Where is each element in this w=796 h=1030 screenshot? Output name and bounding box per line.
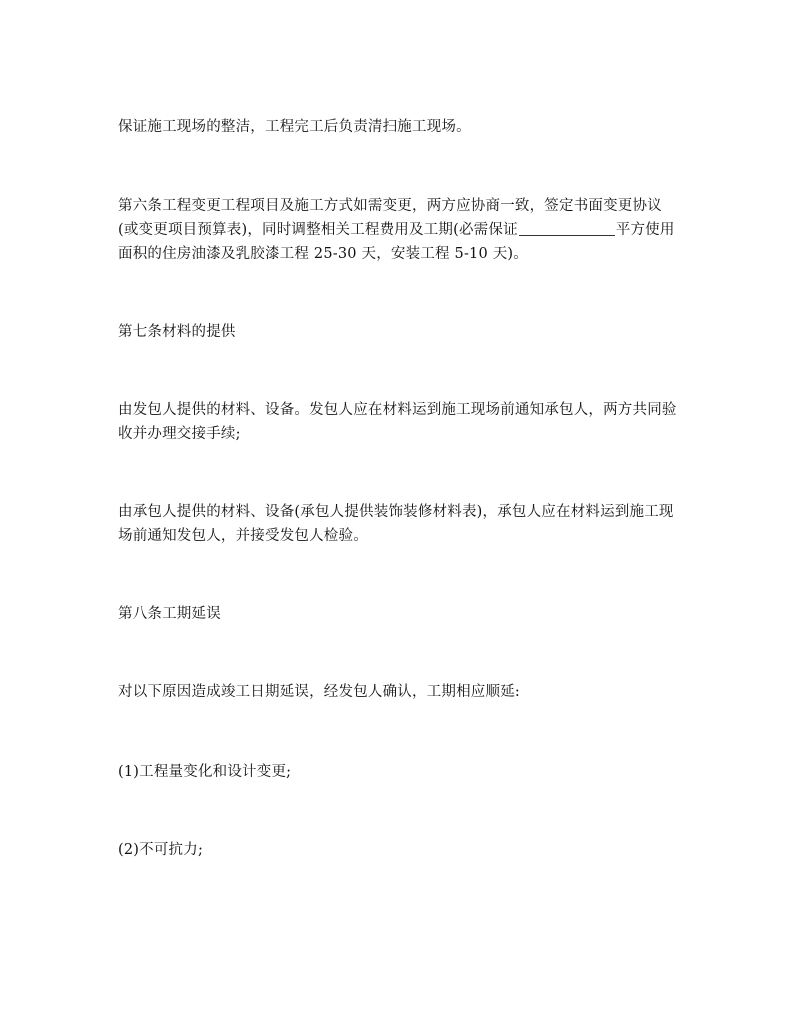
paragraph-text: 由承包人提供的材料、设备(承包人提供装饰装修材料表)，承包人应在材料运到施工现场前通知发包人，并接受发包人检验。 (118, 504, 674, 544)
fill-in-blank (519, 221, 615, 236)
list-item-text: (2)不可抗力; (118, 842, 204, 858)
list-item-1 (118, 760, 678, 784)
paragraph-text: 对以下原因造成竣工日期延误，经发包人确认，工期相应顺延: (118, 684, 520, 700)
paragraph-text-part-2: 平方使用面积的住房油漆及乳胶漆工程 25-30 天，安装工程 5-10 天)。 (118, 222, 675, 262)
paragraph-site-cleaning (118, 115, 678, 139)
paragraph-text: 保证施工现场的整洁，工程完工后负责清扫施工现场。 (118, 119, 471, 135)
paragraph-article-6-change (118, 194, 678, 266)
paragraph-delay-reasons (118, 680, 678, 704)
heading-article-8 (118, 602, 678, 626)
paragraph-employer-materials (118, 398, 678, 446)
paragraph-text: 由发包人提供的材料、设备。发包人应在材料运到施工现场前通知承包人，两方共同验收并办理交接手续; (118, 402, 677, 442)
paragraph-text-part-1: 第六条工程变更工程项目及施工方式如需变更，两方应协商一致，签定书面变更协议(或变更项目预算表)，同时调整相关工程费用及工期(必需保证 (118, 198, 662, 238)
list-item-2 (118, 838, 678, 862)
heading-text: 第七条材料的提供 (118, 324, 236, 340)
heading-text: 第八条工期延误 (118, 606, 221, 622)
heading-article-7 (118, 320, 678, 344)
paragraph-contractor-materials (118, 500, 678, 548)
list-item-text: (1)工程量变化和设计变更; (118, 764, 292, 780)
